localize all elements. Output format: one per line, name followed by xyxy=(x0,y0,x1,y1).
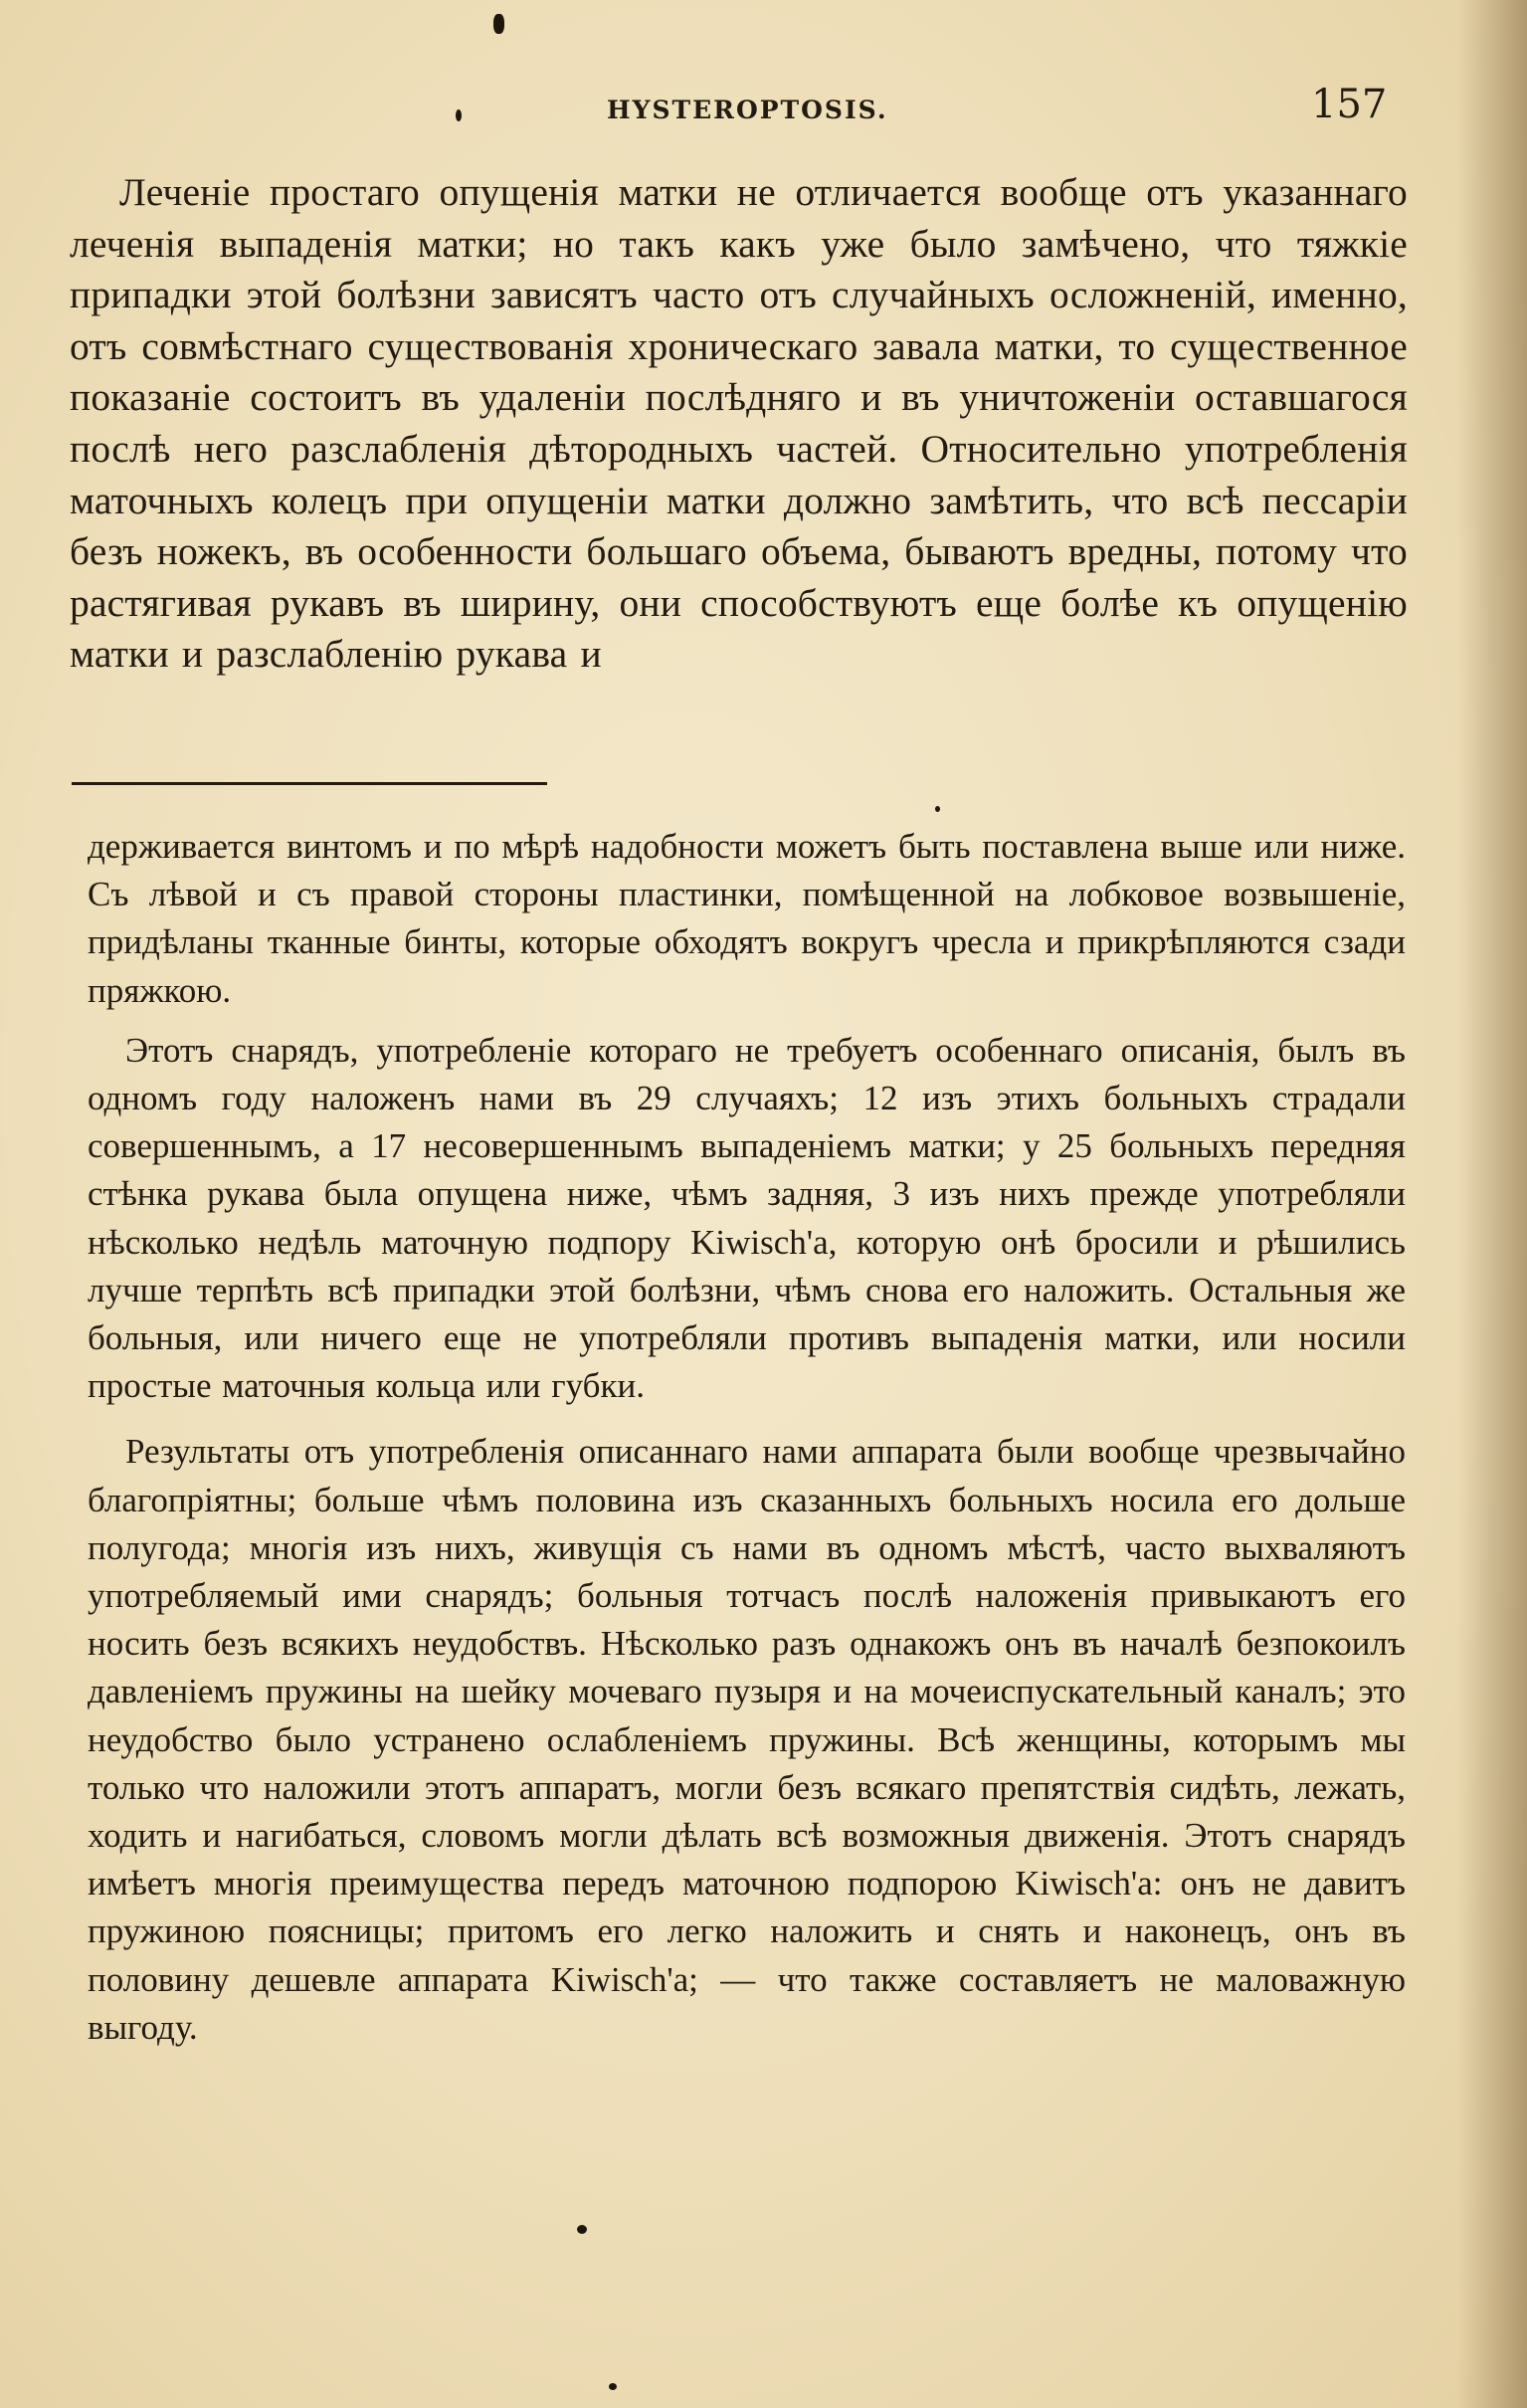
page-spine-shadow xyxy=(1457,0,1527,2408)
ink-speck xyxy=(493,14,504,34)
footnote-rule xyxy=(72,782,547,785)
ink-speck xyxy=(456,109,462,121)
footnote-paragraph: Этотъ снарядъ, употребленіе котораго не требуетъ особеннаго описанія, былъ въ одномъ году наложенъ нами въ 29 случаяхъ; 12 изъ этихъ больныхъ страдали совершеннымъ, а 17 несовершеннымъ выпаденіемъ матки; у 25 больныхъ передняя стѣнка рукава была опущена ниже, чѣмъ задняя, 3 изъ нихъ прежде употребляли нѣсколько недѣль маточную подпору Kiwisch'а, которую онѣ бросили и рѣшились лучше терпѣть всѣ припадки этой болѣзни, чѣмъ снова его наложить. Остальныя же больныя, или ничего еще не употребляли противъ выпаденія матки, или носили простые маточныя кольца или губки. xyxy=(88,1030,1406,1406)
footnote-paragraph: держивается винтомъ и по мѣрѣ надобности можетъ быть поставлена выше или ниже. Съ лѣвой и съ правой стороны пластинки, помѣщенной на лобковое возвышеніе, придѣланы тканные бинты, которые обходятъ вокругъ чресла и прикрѣпляются сзади пряжкою. xyxy=(88,827,1406,1010)
main-text xyxy=(70,167,1408,681)
page-number: 157 xyxy=(1311,82,1388,127)
footnote-paragraph: Результаты отъ употребленія описаннаго нами аппарата были вообще чрезвычайно благопріятны; больше чѣмъ половина изъ сказанныхъ больныхъ носила его дольше полугода; многія изъ нихъ, живущія съ нами въ одномъ мѣстѣ, часто выхваляютъ употребляемый ими снарядъ; больныя тотчасъ послѣ наложенія привыкаютъ его носить безъ всякихъ неудобствъ. Нѣсколько разъ однакожъ онъ въ началѣ безпокоилъ давленіемъ пружины на шейку мочеваго пузыря и на мочеиспускательный каналъ; это неудобство было устранено ослабленіемъ пружины. Всѣ женщины, которымъ мы только что наложили этотъ аппаратъ, могли безъ всякаго препятствія сидѣть, лежать, ходить и нагибаться, словомъ могли дѣлать всѣ возможныя движенія. Этотъ снарядъ имѣетъ многія преимущества передъ маточною подпорою Kiwisch'а: онъ не давитъ пружиною поясницы; притомъ его легко наложить и снять и наконецъ, онъ въ половину дешевле аппарата Kiwisch'а; — что также составляетъ не маловажную выгоду. xyxy=(88,1432,1406,2047)
ink-speck xyxy=(935,806,940,812)
ink-speck xyxy=(577,2225,587,2234)
running-head xyxy=(0,82,1527,141)
footnote xyxy=(88,823,1406,2052)
main-paragraph: Леченіе простаго опущенія матки не отличается вообще отъ указаннаго леченія выпаденія матки; но такъ какъ уже было замѣчено, что тяжкіе припадки этой болѣзни зависятъ часто отъ случайныхъ осложненій, именно, отъ совмѣстнаго существованія хроническаго завала матки, то существенное показаніе состоитъ въ удаленіи послѣдняго и въ уничтоженіи оставшагося послѣ него разслабленія дѣтородныхъ частей. Относительно употребленія маточныхъ колецъ при опущеніи матки должно замѣтить, что всѣ пессаріи безъ ножекъ, въ особенности большаго объема, бываютъ вредны, потому что растягивая рукавъ въ ширину, они способствуютъ еще болѣе къ опущенію матки и разслабленію рукава и xyxy=(70,170,1408,677)
ink-speck xyxy=(609,2383,617,2390)
running-head-title: HYSTEROPTOSIS. xyxy=(607,96,888,124)
